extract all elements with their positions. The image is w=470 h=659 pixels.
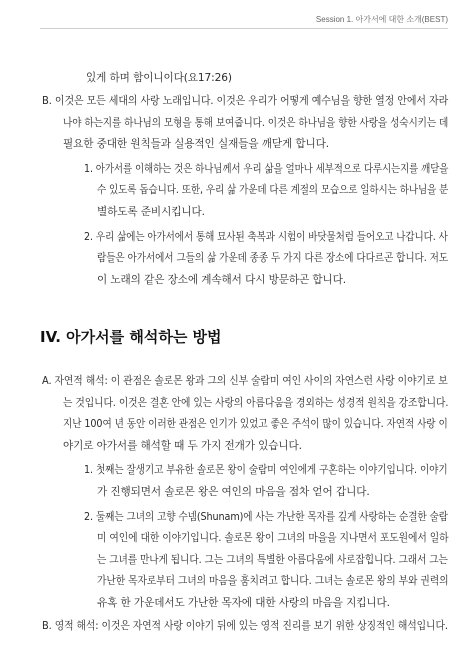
item-b1-1-line: 수 있도록 돕습니다. 또한, 우리 삶 가운데 다른 계절의 모습으로 일하시는 하나님을 분	[97, 184, 449, 196]
section-b1-line: B. 이것은 모든 세대의 사랑 노래입니다. 이것은 우리가 어떻게 예수님을 향한 열정 안에서 자라	[42, 95, 449, 107]
section-b1-line: 필요한 중대한 원칙들과 실용적인 실재들을 깨닫게 합니다.	[63, 138, 330, 150]
item-a-2-line: 는 그녀를 만나게 됩니다. 그는 그녀의 특별한 아름다움에 사로잡힙니다. 그래서 그는	[97, 554, 448, 566]
running-header: Session 1. 아가서에 대한 소개(BEST)	[315, 15, 448, 24]
section-heading: IV. 아가서를 해석하는 방법	[40, 328, 222, 346]
item-b1-2-line: 람들은 아가서에서 그들의 삶 가운데 종종 두 가지 다른 장소에 다다르곤 합니다. 저도	[97, 252, 449, 264]
section-b1-line: 나야 하는지를 하나님의 모형을 통해 보여줍니다. 이것은 하나님을 향한 사랑을 성숙시키는 데	[63, 117, 449, 129]
section-b2-line: B. 영적 해석: 이것은 자연적 사랑 이야기 뒤에 있는 영적 진리를 보기 위한 상징적인 해석입니다.	[42, 620, 448, 632]
item-b1-1-line: 1. 아가서를 이해하는 것은 하나님께서 우리 삶을 얼마나 세부적으로 다루시는지를 깨닫을	[84, 163, 449, 175]
item-a-2-line: 미 여인에 대한 이야기입니다. 솔로몬 왕이 그녀의 마을을 지나면서 포도원에서 일하	[97, 532, 449, 544]
item-b1-1-line: 별하도록 준비시킵니다.	[97, 206, 205, 218]
item-b1-2-line: 이 노래의 같은 장소에 계속해서 다시 방문하곤 합니다.	[97, 274, 347, 286]
section-a-line: 지난 100여 년 동안 이러한 관점은 인기가 있었고 좋은 주석이 많이 있습니다. 자연적 사랑 이	[63, 418, 448, 430]
section-a-line: 는 것입니다. 이것은 결혼 안에 있는 사랑의 아름다움을 경외하는 성경적 원칙을 강조합니다.	[63, 397, 449, 409]
item-a-2-line: 2. 둘째는 그녀의 고향 수넴(Shunam)에 사는 가난한 목자를 깊게 사랑하는 순결한 술람	[84, 511, 448, 523]
item-a-2-line: 유혹 한 가운데서도 가난한 목자에 대한 사랑의 마음을 지킵니다.	[97, 597, 390, 609]
item-a-1-line: 가 진행되면서 솔로몬 왕은 여인의 마음을 점차 얻어 갑니다.	[97, 486, 370, 498]
item-b1-2-line: 2. 우리 삶에는 아가서에서 통해 묘사된 축복과 시험이 바닷물처럼 들어오고 나갑니다. 사	[84, 231, 448, 243]
header-divider	[40, 28, 448, 29]
item-a-1-line: 1. 첫째는 잘생기고 부유한 솔로몬 왕이 술람미 여인에게 구혼하는 이야기입니다. 이야기	[84, 464, 448, 476]
item-a-2-line: 가난한 목자로부터 그녀의 마음을 훔치려고 합니다. 그녀는 솔로몬 왕의 부와 권력의	[97, 575, 449, 587]
section-a-line: A. 자연적 해석: 이 관점은 솔로몬 왕과 그의 신부 술람미 여인 사이의 자연스런 사랑 이야기로 보	[42, 375, 448, 387]
top-fragment: 있게 하며 함이니이다(요17:26)	[86, 72, 232, 84]
section-a-line: 야기로 아가서를 해석할 때 두 가지 전개가 있습니다.	[63, 440, 302, 452]
